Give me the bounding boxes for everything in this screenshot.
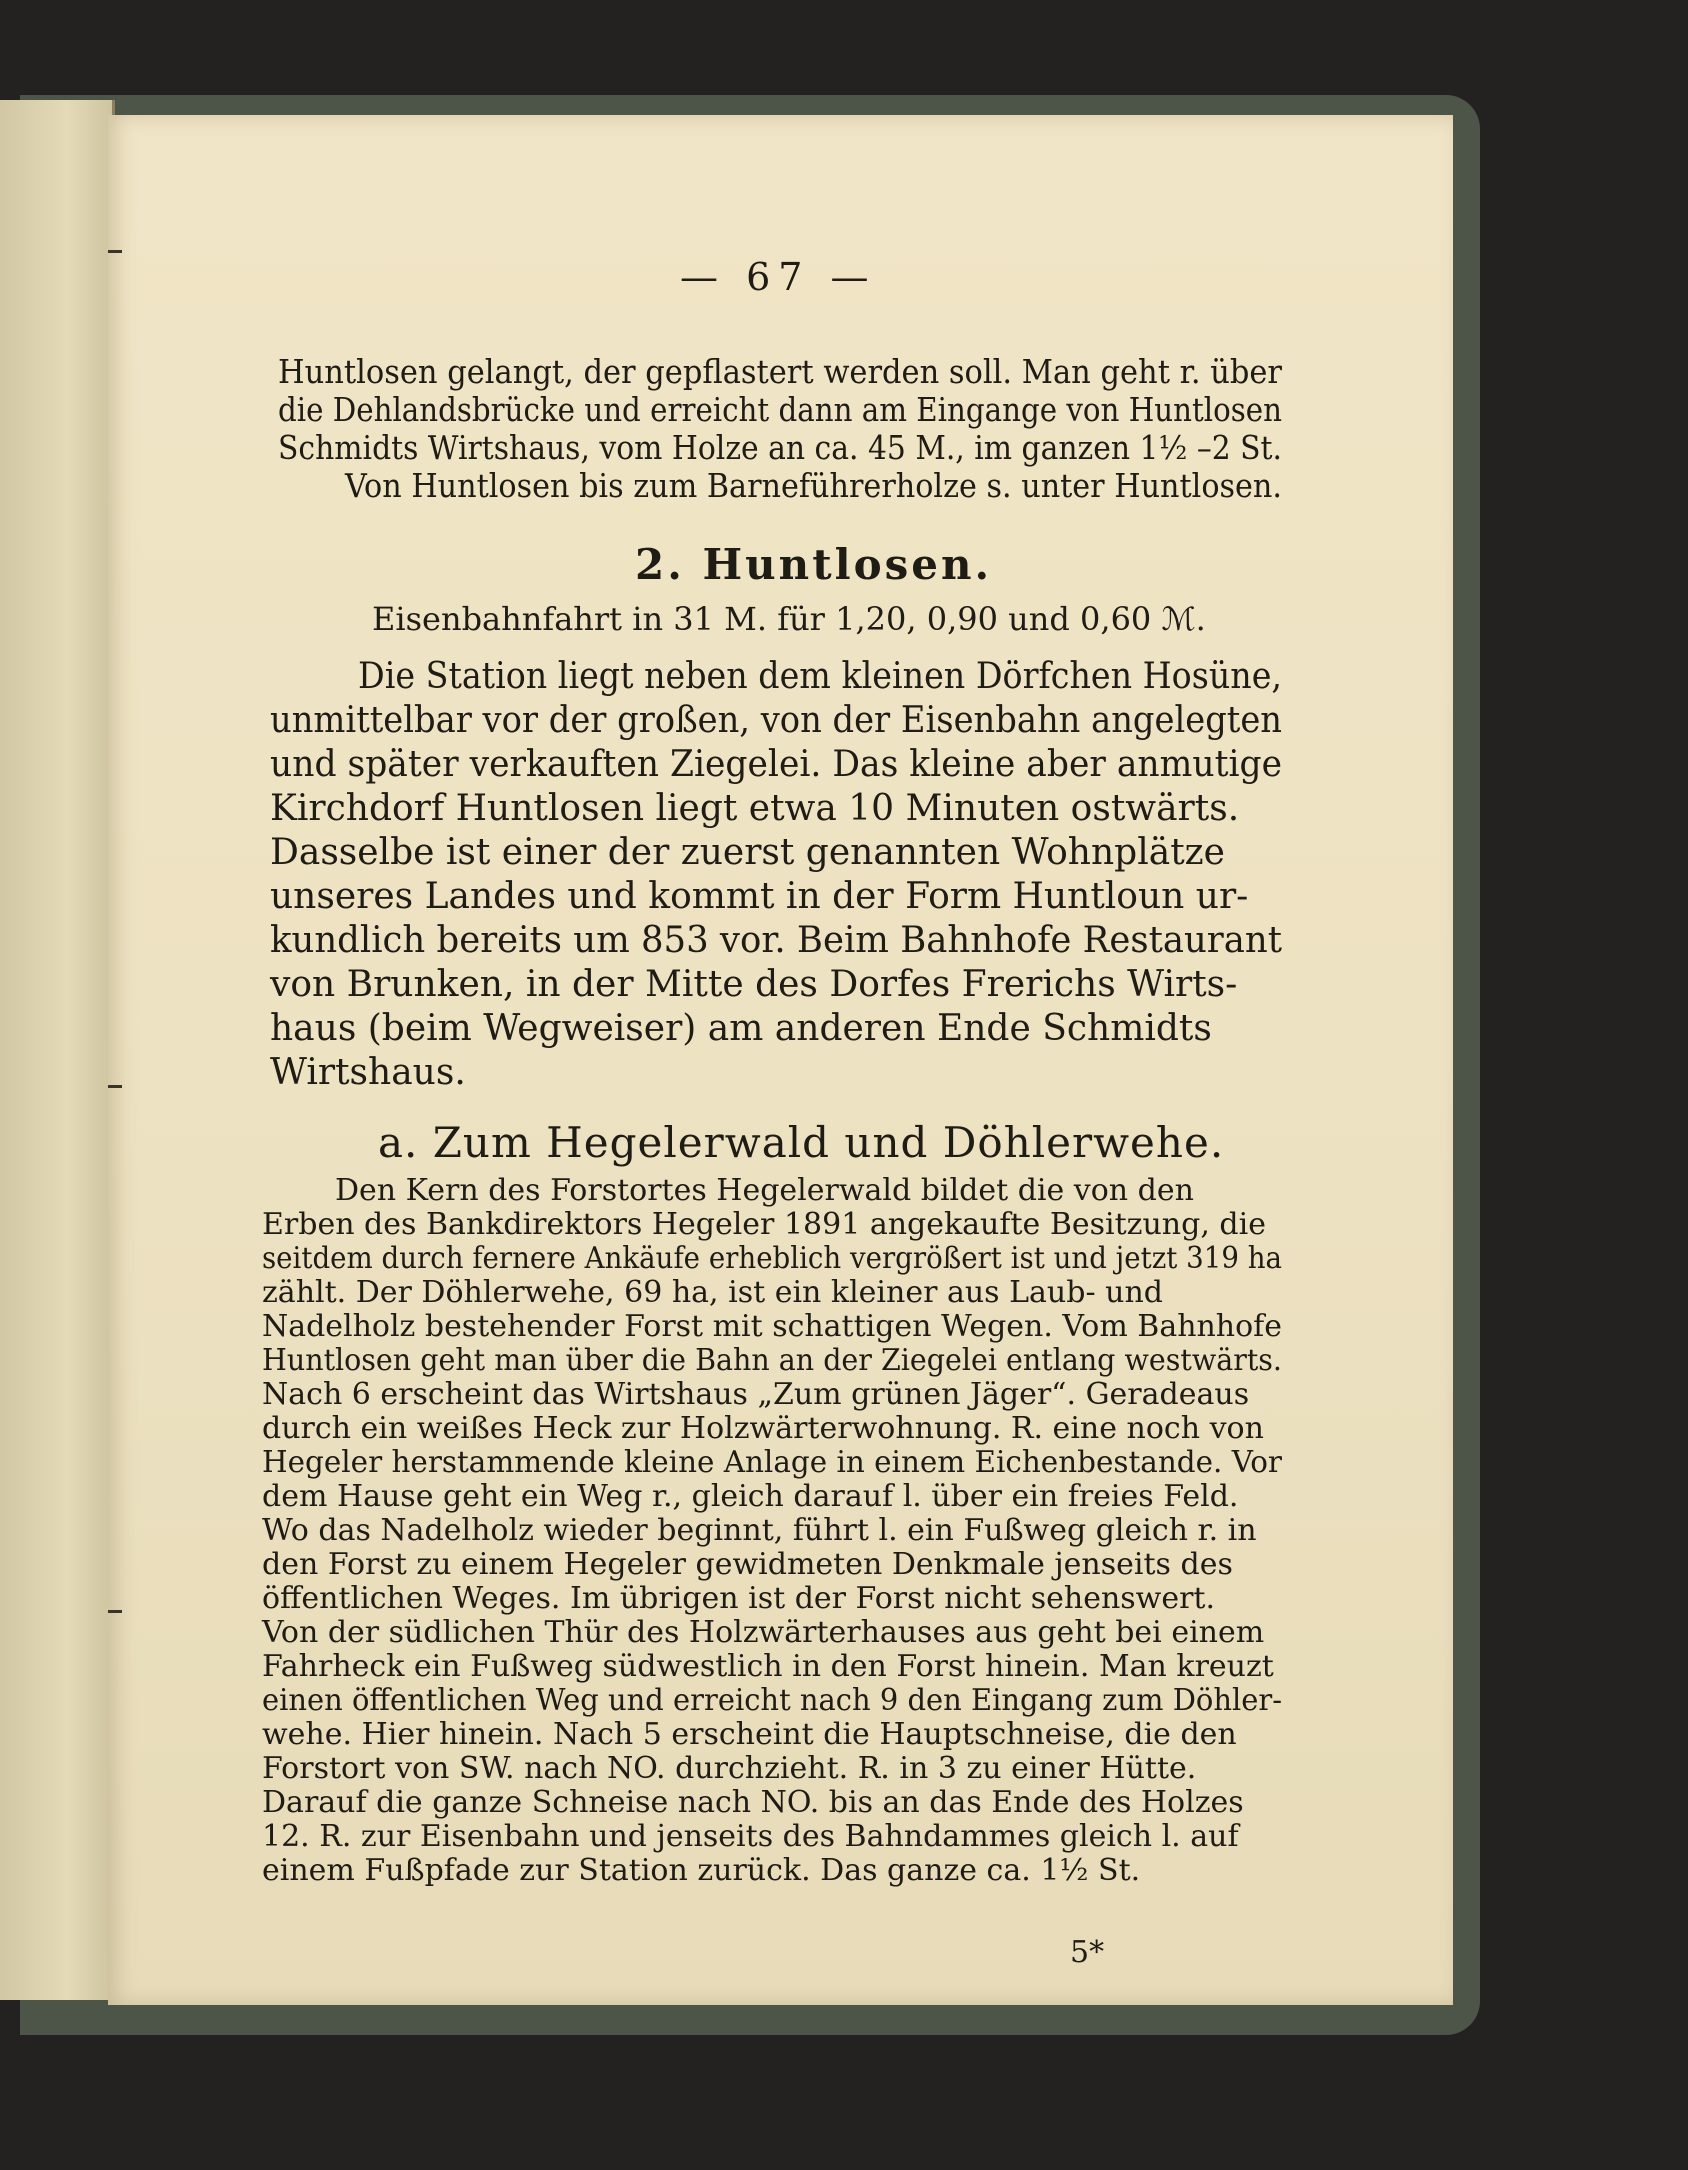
sub-line: seitdem durch fernere Ankäufe erheblich vergrößert ist und jetzt 319 ha [262, 1241, 1282, 1276]
sub-line: Nadelholz bestehender Forst mit schattigen Wegen. Vom Bahnhofe [262, 1309, 1282, 1344]
sub-line: einen öffentlichen Weg und erreicht nach 9 den Eingang zum Döhler- [262, 1683, 1282, 1718]
signature-mark: 5* [1070, 1935, 1105, 1970]
main-line: von Brunken, in der Mitte des Dorfes Frerichs Wirts- [270, 964, 1238, 1005]
sub-line: dem Hause geht ein Weg r., gleich darauf l. über ein freies Feld. [262, 1479, 1239, 1514]
main-line: unseres Landes und kommt in der Form Huntloun ur- [270, 876, 1249, 917]
page-number: — 67 — [680, 255, 877, 299]
sub-line: wehe. Hier hinein. Nach 5 erscheint die Hauptschneise, die den [262, 1717, 1237, 1752]
sub-line: Erben des Bankdirektors Hegeler 1891 angekaufte Besitzung, die [262, 1207, 1266, 1242]
main-line: und später verkauften Ziegelei. Das kleine aber anmutige [270, 744, 1282, 785]
sub-line: Wo das Nadelholz wieder beginnt, führt l. ein Fußweg gleich r. in [262, 1513, 1257, 1548]
sub-line: durch ein weißes Heck zur Holzwärterwohnung. R. eine noch von [262, 1411, 1264, 1446]
intro-line: Von Huntlosen bis zum Barneführerholze s. unter Huntlosen. [345, 466, 1282, 505]
main-line: Kirchdorf Huntlosen liegt etwa 10 Minuten ostwärts. [270, 788, 1240, 829]
sub-line: Huntlosen geht man über die Bahn an der Ziegelei entlang westwärts. [262, 1343, 1282, 1378]
fare-line: Eisenbahnfahrt in 31 M. für 1,20, 0,90 und 0,60 ℳ. [372, 600, 1206, 638]
main-line: unmittelbar vor der großen, von der Eisenbahn angelegten [270, 700, 1282, 741]
sub-line: Fahrheck ein Fußweg südwestlich in den Forst hinein. Man kreuzt [262, 1649, 1274, 1684]
intro-line: die Dehlandsbrücke und erreicht dann am Eingange von Huntlosen [278, 390, 1282, 429]
intro-line: Huntlosen gelangt, der gepflastert werden soll. Man geht r. über [278, 352, 1282, 391]
gutter-mark [108, 250, 122, 253]
main-line: kundlich bereits um 853 vor. Beim Bahnhofe Restaurant [270, 920, 1282, 961]
gutter-mark [108, 1085, 122, 1088]
sub-heading: a. Zum Hegelerwald und Döhlerwehe. [378, 1118, 1225, 1167]
sub-line: öffentlichen Weges. Im übrigen ist der Forst nicht sehenswert. [262, 1581, 1216, 1616]
sub-line: Von der südlichen Thür des Holzwärterhauses aus geht bei einem [262, 1615, 1265, 1650]
sub-line: einem Fußpfade zur Station zurück. Das ganze ca. 1½ St. [262, 1853, 1141, 1888]
intro-line: Schmidts Wirtshaus, vom Holze an ca. 45 M., im ganzen 1½ –2 St. [278, 428, 1282, 467]
sub-line: zählt. Der Döhlerwehe, 69 ha, ist ein kleiner aus Laub- und [262, 1275, 1163, 1310]
sub-line: Darauf die ganze Schneise nach NO. bis an das Ende des Holzes [262, 1785, 1244, 1820]
main-line: Die Station liegt neben dem kleinen Dörfchen Hosüne, [358, 656, 1282, 697]
section-heading: 2. Huntlosen. [635, 540, 993, 589]
main-line: Dasselbe ist einer der zuerst genannten Wohnplätze [270, 832, 1225, 873]
sub-line: Hegeler herstammende kleine Anlage in einem Eichenbestande. Vor [262, 1445, 1282, 1480]
sub-line: Den Kern des Forstortes Hegelerwald bildet die von den [335, 1173, 1194, 1208]
left-page-edge [0, 100, 115, 2000]
main-line: Wirtshaus. [270, 1052, 466, 1093]
gutter-mark [108, 1610, 122, 1613]
sub-line: Forstort von SW. nach NO. durchzieht. R. in 3 zu einer Hütte. [262, 1751, 1197, 1786]
sub-line: den Forst zu einem Hegeler gewidmeten Denkmale jenseits des [262, 1547, 1233, 1582]
sub-line: 12. R. zur Eisenbahn und jenseits des Bahndammes gleich l. auf [262, 1819, 1239, 1854]
sub-line: Nach 6 erscheint das Wirtshaus „Zum grünen Jäger“. Geradeaus [262, 1377, 1250, 1412]
main-line: haus (beim Wegweiser) am anderen Ende Schmidts [270, 1008, 1212, 1049]
